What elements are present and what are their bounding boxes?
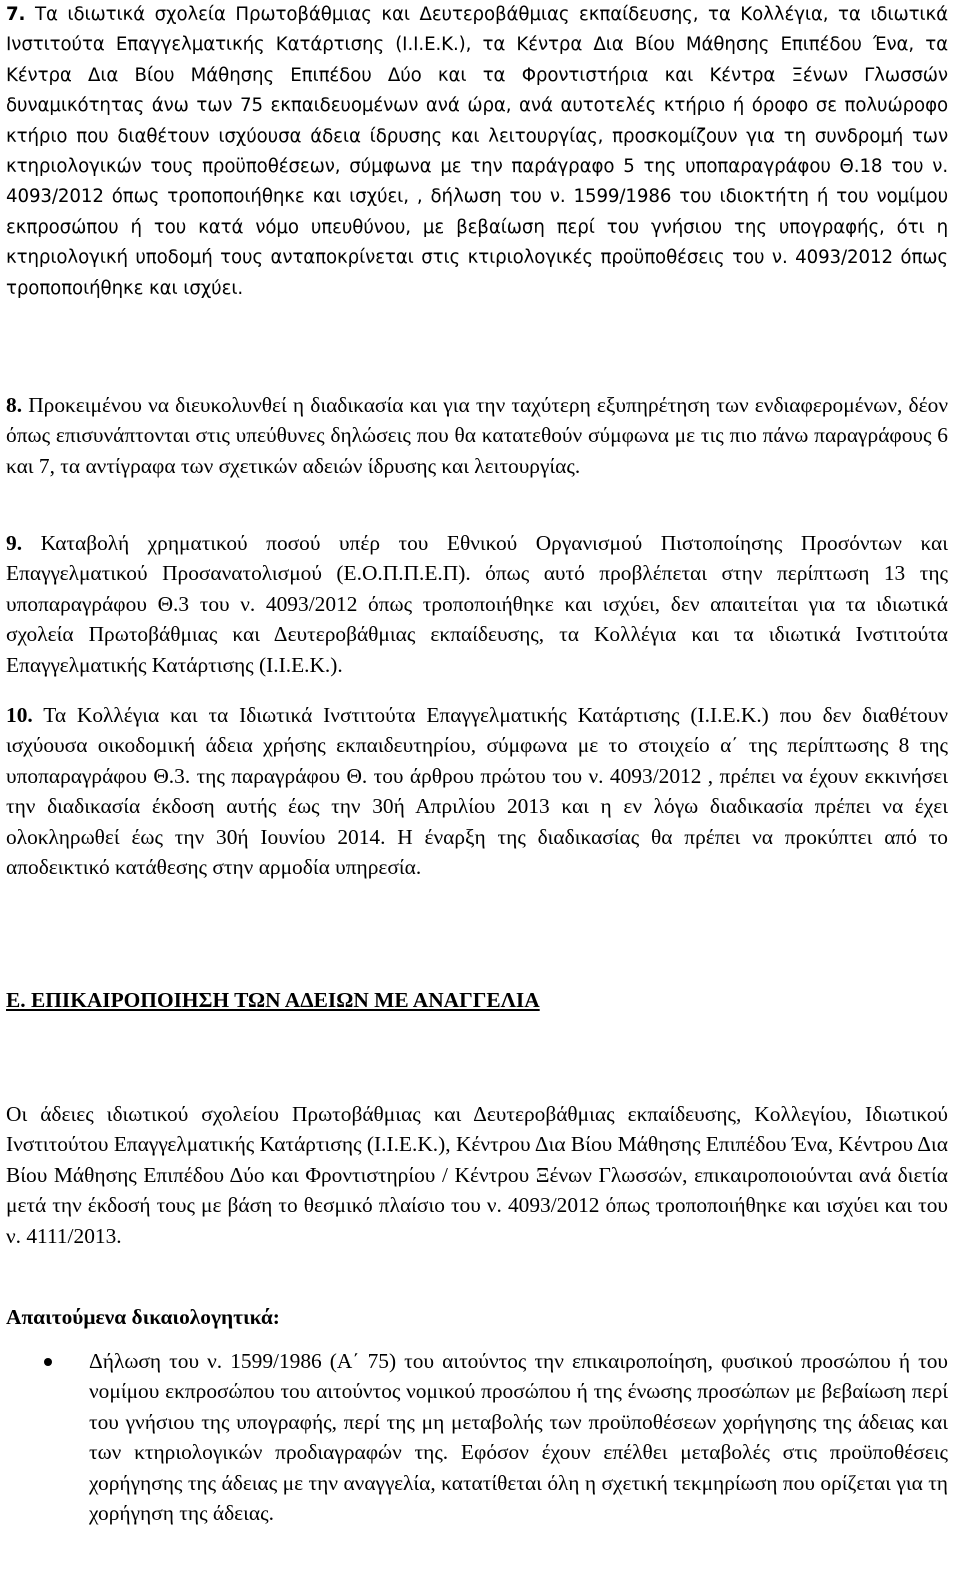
list-item-text: Δήλωση του ν. 1599/1986 (Α΄ 75) του αιτούντος την επικαιροποίηση, φυσικού προσώπου ή του νομίμου εκπροσώπου του αιτούντος νομικού προσώπου ή της ένωσης προσώπων με βεβαίωση περί του γνήσιου της υπογραφής, περί της μη μεταβολής των προϋποθέσεων χορήγησης της άδειας και των κτηριολογικών προδιαγραφών της. Εφόσον έχουν επέλθει μεταβολές στις προϋποθέσεις χορήγησης της άδειας με την αναγγελία, κατατίθεται όλη η σχετική τεκμηρίωση που ορίζεται για τη χορήγηση της άδειας. (89, 1349, 948, 1526)
paragraph-8 (6, 390, 948, 481)
section-paragraph: Οι άδειες ιδιωτικού σχολείου Πρωτοβάθμιας και Δευτεροβάθμιας εκπαίδευσης, Κολλεγίου, Ιδιωτικού Ινστιτούτου Επαγγελματικής Κατάρτισης (Ι.Ι.Ε.Κ.), Κέντρου Δια Βίου Μάθησης Επιπέδου Ένα, Κέντρου Δια Βίου Μάθησης Επιπέδου Δύο και Φροντιστηρίου / Κέντρου Ξένων Γλωσσών, επικαιροποιούνται ανά διετία μετά την έκδοσή τους με βάση το θεσμικό πλαίσιο του ν. 4093/2012 όπως τροποποιήθηκε και ισχύει και του ν. 4111/2013. (6, 1102, 948, 1248)
paragraph-number: 8. (6, 393, 23, 417)
paragraph-number: 9. (6, 531, 23, 555)
section-heading: Ε. ΕΠΙΚΑΙΡΟΠΟΙΗΣΗ ΤΩΝ ΑΔΕΙΩΝ ΜΕ ΑΝΑΓΓΕΛΙΑ (6, 988, 540, 1012)
paragraph-9 (6, 528, 948, 680)
paragraph-7 (6, 0, 948, 304)
paragraph-text: Τα Κολλέγια και τα Ιδιωτικά Ινστιτούτα Επαγγελματικής Κατάρτισης (Ι.Ι.Ε.Κ.) που δεν διαθέτουν ισχύουσα οικοδομική άδεια χρήσης εκπαιδευτηρίου, σύμφωνα με το στοιχείο α΄ της περίπτωσης 8 της υποπαραγράφου Θ.3. της παραγράφου Θ. του άρθρου πρώτου του ν. 4093/2012 , πρέπει να έχουν εκκινήσει την διαδικασία έκδοση αυτής έως την 30ή Απριλίου 2013 και η εν λόγω διαδικασία πρέπει να έχει ολοκληρωθεί έως την 30ή Ιουνίου 2014. Η έναρξη της διαδικασίας θα πρέπει να προκύπτει από το αποδεικτικό κατάθεσης στην αρμοδία υπηρεσία. (6, 703, 949, 880)
paragraph-text: Καταβολή χρηματικού ποσού υπέρ του Εθνικού Οργανισμού Πιστοποίησης Προσόντων και Επαγγελματικού Προσανατολισμού (Ε.Ο.Π.Π.Ε.Π). όπως αυτό προβλέπεται στην περίπτωση 13 της υποπαραγράφου Θ.3 του ν. 4093/2012 όπως τροποποιήθηκε και ισχύει, δεν απαιτείται για τα ιδιωτικά σχολεία Πρωτοβάθμιας και Δευτεροβάθμιας εκπαίδευσης, τα Κολλέγια και τα ιδιωτικά Ινστιτούτα Επαγγελματικής Κατάρτισης (Ι.Ι.Ε.Κ.). (6, 531, 948, 677)
paragraph-number: 10. (6, 703, 33, 727)
paragraph-10 (6, 700, 948, 882)
required-documents-heading: Απαιτούμενα δικαιολογητικά: (6, 1305, 280, 1329)
list-item (6, 1346, 948, 1528)
paragraph-text: Προκειμένου να διευκολυνθεί η διαδικασία και για την ταχύτερη εξυπηρέτηση των ενδιαφερομένων, δέον όπως επισυνάπτονται στις υπεύθυνες δηλώσεις που θα κατατεθούν σύμφωνα με τις πιο πάνω παραγράφους 6 και 7, τα αντίγραφα των σχετικών αδειών ίδρυσης και λειτουργίας. (6, 393, 948, 478)
bullet-icon (44, 1358, 52, 1366)
paragraph-text: Τα ιδιωτικά σχολεία Πρωτοβάθμιας και Δευτεροβάθμιας εκπαίδευσης, τα Κολλέγια, τα ιδιωτικά Ινστιτούτα Επαγγελματικής Κατάρτισης (Ι.Ι.Ε.Κ.), τα Κέντρα Δια Βίου Μάθησης Επιπέδου Ένα, τα Κέντρα Δια Βίου Μάθησης Επιπέδου Δύο και τα Φροντιστήρια και Κέντρα Ξένων Γλωσσών δυναμικότητας άνω των 75 εκπαιδευομένων ανά ώρα, ανά αυτοτελές κτήριο ή όροφο σε πολυώροφο κτήριο που διαθέτουν ισχύουσα άδεια ίδρυσης και λειτουργίας, προσκομίζουν για τη συνδρομή των κτηριολογικών τους προϋποθέσεων, σύμφωνα με την παράγραφο 5 της υποπαραγράφου Θ.18 του ν. 4093/2012 όπως τροποποιήθηκε και ισχύει, , δήλωση του ν. 1599/1986 του ιδιοκτήτη ή του νομίμου εκπροσώπου ή του κατά νόμο υπευθύνου, με βεβαίωση περί του γνήσιου της υπογραφής, ότι η κτηριολογική υποδομή τους ανταποκρίνεται στις κτιριολογικές προϋποθέσεις του ν. 4093/2012 όπως τροποποιήθηκε και ισχύει. (6, 4, 948, 299)
paragraph-number: 7. (6, 4, 26, 25)
required-documents-list (6, 1346, 948, 1528)
